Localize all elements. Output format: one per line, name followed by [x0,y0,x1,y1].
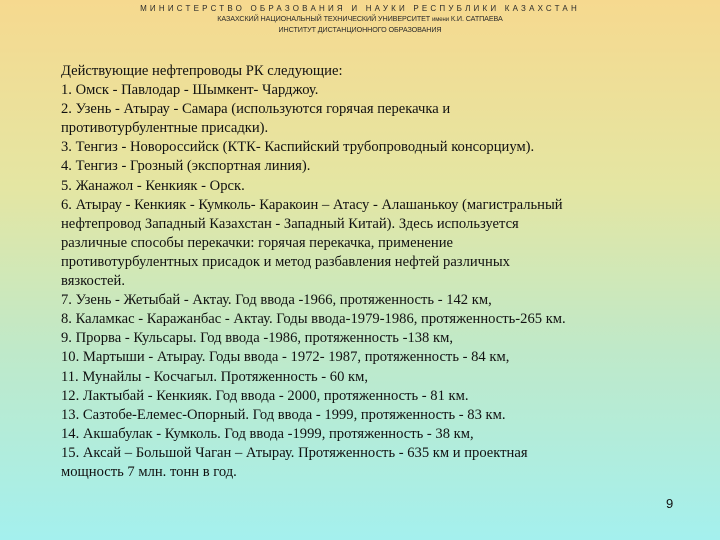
page-number: 9 [666,496,674,511]
body-line: 14. Акшабулак - Кумколь. Год ввода -1999, протяженность - 38 км, [61,425,474,442]
body-line: противотурбулентных присадок и метод разбавления нефтей различных [61,253,510,270]
slide-body [61,62,671,482]
body-line: 9. Прорва - Кульсары. Год ввода -1986, протяженность -138 км, [61,330,453,347]
body-line: 4. Тенгиз - Грозный (экспортная линия). [61,158,311,175]
body-line: нефтепровод Западный Казахстан - Западный Китай). Здесь используется [61,215,519,232]
university-person: К.И. САТПАЕВА [450,14,503,23]
body-line: различные способы перекачки: горячая перекачка, применение [61,234,454,251]
body-line: 1. Омск - Павлодар - Шымкент- Чарджоу. [61,82,319,99]
university-title [0,14,720,25]
body-line: 3. Тенгиз - Новороссийск (КТК- Каспийский трубопроводный консорциум). [61,139,535,156]
body-line: 8. Каламкас - Каражанбас - Актау. Годы ввода-1979-1986, протяженность-265 км. [61,311,566,328]
body-line: 6. Атырау - Кенкияк - Кумколь- Каракоин – Атасу - Алашанькоу (магистральный [61,196,563,213]
body-line: Действующие нефтепроводы РК следующие: [61,63,343,79]
body-line: 11. Мунайлы - Косчагыл. Протяженность - 60 км, [61,368,369,385]
institute-title: ИНСТИТУТ ДИСТАНЦИОННОГО ОБРАЗОВАНИЯ [278,25,442,34]
body-line: 12. Лактыбай - Кенкияк. Год ввода - 2000, протяженность - 81 км. [61,387,469,404]
body-line: противотурбулентные присадки). [61,120,269,137]
body-line: вязкостей. [61,273,125,290]
body-line: 15. Аксай – Большой Чаган – Атырау. Протяженность - 635 км и проектная [61,444,528,461]
body-line: 13. Сазтобе-Елемес-Опорный. Год ввода - 1999, протяженность - 83 км. [61,406,506,423]
body-line: 10. Мартыши - Атырау. Годы ввода - 1972- 1987, протяженность - 84 км, [61,349,510,366]
slide-header [0,4,720,34]
university-imeni: имени [432,17,449,23]
ministry-title: МИНИСТЕРСТВО ОБРАЗОВАНИЯ И НАУКИ РЕСПУБЛИКИ КАЗАХСТАН [140,4,580,13]
body-line: 7. Узень - Жетыбай - Актау. Год ввода -1966, протяженность - 142 км, [61,292,492,309]
body-line: мощность 7 млн. тонн в год. [61,463,237,480]
body-line: 5. Жанажол - Кенкияк - Орск. [61,177,245,194]
body-line: 2. Узень - Атырау - Самара (используются горячая перекачка и [61,101,451,118]
university-name: КАЗАХСКИЙ НАЦИОНАЛЬНЫЙ ТЕХНИЧЕСКИЙ УНИВЕРСИТЕТ [217,14,431,23]
